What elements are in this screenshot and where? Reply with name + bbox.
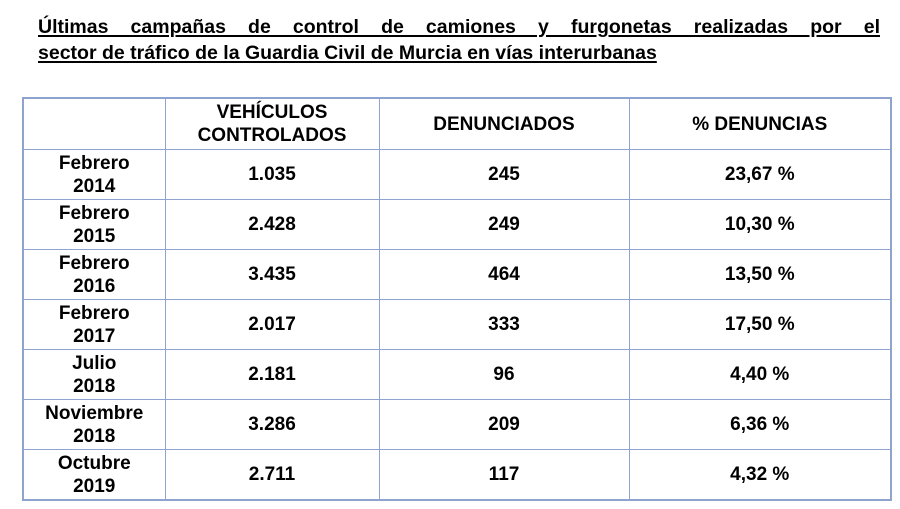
period-cell bbox=[23, 150, 165, 200]
period-month: Febrero bbox=[58, 252, 130, 274]
title-line-1: Últimas campañas de control de camiones y furgonetas realizadas por el bbox=[38, 16, 880, 38]
header-vehiculos-line-2: CONTROLADOS bbox=[197, 125, 347, 146]
table-row bbox=[23, 150, 891, 200]
period-cell bbox=[23, 450, 165, 501]
vehiculos-controlados-cell: 1.035 bbox=[165, 150, 379, 200]
denunciados-cell: 245 bbox=[379, 150, 629, 200]
period-month: Noviembre bbox=[45, 402, 144, 424]
vehiculos-controlados-cell: 2.428 bbox=[165, 200, 379, 250]
porcentaje-denuncias-cell: 17,50 % bbox=[629, 300, 891, 350]
denunciados-cell: 249 bbox=[379, 200, 629, 250]
vehiculos-controlados-cell: 2.181 bbox=[165, 350, 379, 400]
table-row bbox=[23, 300, 891, 350]
porcentaje-denuncias-cell: 6,36 % bbox=[629, 400, 891, 450]
vehiculos-controlados-cell: 3.435 bbox=[165, 250, 379, 300]
denunciados-cell: 464 bbox=[379, 250, 629, 300]
period-cell bbox=[23, 300, 165, 350]
table-row bbox=[23, 200, 891, 250]
period-month: Febrero bbox=[58, 202, 130, 224]
header-vehiculos-controlados bbox=[165, 98, 379, 150]
table-row bbox=[23, 400, 891, 450]
header-vehiculos-line-1: VEHÍCULOS bbox=[216, 102, 328, 123]
header-empty-cell bbox=[23, 98, 165, 150]
porcentaje-denuncias-cell: 10,30 % bbox=[629, 200, 891, 250]
period-year: 2015 bbox=[73, 225, 116, 247]
period-month: Octubre bbox=[57, 452, 131, 474]
period-cell bbox=[23, 400, 165, 450]
period-year: 2019 bbox=[73, 475, 116, 497]
table-body bbox=[23, 150, 891, 501]
table-row bbox=[23, 350, 891, 400]
header-porcentaje-denuncias: % DENUNCIAS bbox=[629, 98, 891, 150]
period-year: 2016 bbox=[73, 275, 116, 297]
period-month: Febrero bbox=[58, 302, 130, 324]
porcentaje-denuncias-cell: 4,40 % bbox=[629, 350, 891, 400]
period-cell bbox=[23, 250, 165, 300]
period-cell bbox=[23, 200, 165, 250]
period-year: 2017 bbox=[73, 325, 116, 347]
denunciados-cell: 333 bbox=[379, 300, 629, 350]
vehiculos-controlados-cell: 3.286 bbox=[165, 400, 379, 450]
porcentaje-denuncias-cell: 4,32 % bbox=[629, 450, 891, 501]
campaigns-table bbox=[22, 97, 892, 501]
period-year: 2018 bbox=[73, 425, 116, 447]
vehiculos-controlados-cell: 2.711 bbox=[165, 450, 379, 501]
period-year: 2018 bbox=[73, 375, 116, 397]
period-year: 2014 bbox=[73, 175, 116, 197]
denunciados-cell: 209 bbox=[379, 400, 629, 450]
table-row bbox=[23, 450, 891, 501]
document-title bbox=[38, 14, 880, 66]
denunciados-cell: 96 bbox=[379, 350, 629, 400]
denunciados-cell: 117 bbox=[379, 450, 629, 501]
porcentaje-denuncias-cell: 13,50 % bbox=[629, 250, 891, 300]
period-month: Julio bbox=[72, 352, 117, 374]
period-cell bbox=[23, 350, 165, 400]
vehiculos-controlados-cell: 2.017 bbox=[165, 300, 379, 350]
porcentaje-denuncias-cell: 23,67 % bbox=[629, 150, 891, 200]
title-line-2: sector de tráfico de la Guardia Civil de Murcia en vías interurbanas bbox=[38, 42, 657, 64]
header-denunciados: DENUNCIADOS bbox=[379, 98, 629, 150]
table-header-row bbox=[23, 98, 891, 150]
table-row bbox=[23, 250, 891, 300]
period-month: Febrero bbox=[58, 152, 130, 174]
